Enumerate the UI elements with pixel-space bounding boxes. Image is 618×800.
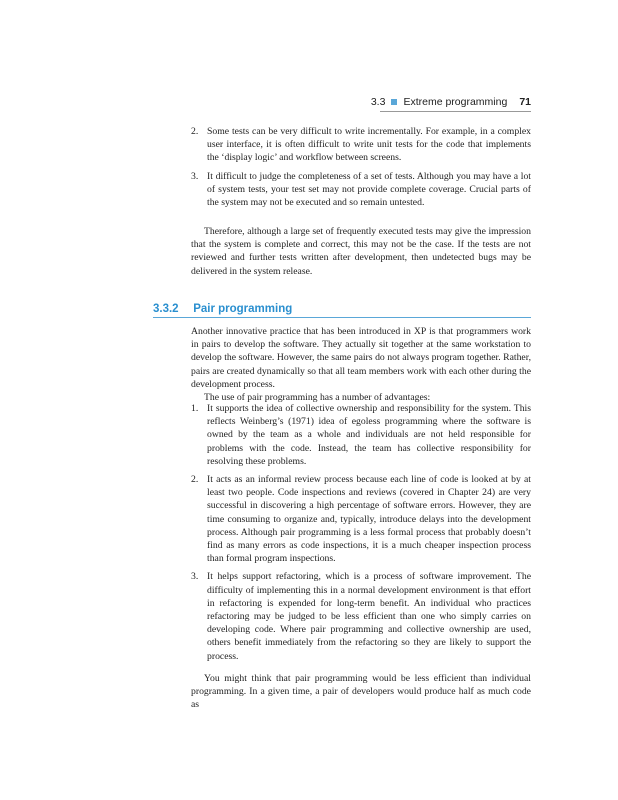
list-item-text: Some tests can be very difficult to write incrementally. For example, in a complex user interface, it is often difficult to write unit tests for the code that implements the ‘display logic’ and workflow between screens.	[207, 126, 531, 164]
section-title: Pair programming	[193, 303, 293, 315]
page-number: 71	[519, 96, 531, 108]
pair-programming-intro	[191, 325, 531, 404]
paragraph-text: The use of pair programming has a number of advantages:	[204, 392, 431, 404]
list-item-text: It supports the idea of collective ownership and responsibility for the system. This reflects Weinberg’s (1971) idea of egoless programming where the software is owned by the team as a whole and individuals are not held responsible for problems with the code. Instead, the team has collective responsibility for resolving these problems.	[207, 403, 531, 467]
list-item-number: 3.	[191, 571, 199, 583]
section-number: 3.3.2	[153, 303, 179, 315]
list-item-number: 2.	[191, 474, 199, 486]
list-item	[191, 170, 531, 210]
list-item-text: It acts as an informal review process because each line of code is looked at by at least two people. Code inspections and reviews (covered in Chapter 24) are very successful in discovering a high percentage of software errors. However, they are time consuming to organize and, typically, introduce delays into the development process. Although pair programming is a less formal process that probably doesn’t find as many errors as code inspections, it is a much cheaper inspection process than formal program inspections.	[207, 474, 531, 565]
test-limitations-list	[191, 125, 531, 214]
paragraph-text: You might think that pair programming would be less efficient than individual programming. In a given time, a pair of developers would produce half as much code as	[191, 673, 531, 711]
paragraph-final	[191, 672, 531, 712]
list-item-number: 3.	[191, 170, 199, 182]
header-rule	[380, 111, 531, 112]
paragraph-text: Therefore, although a large set of frequently executed tests may give the impression that the system is complete and correct, this may not be the case. If the tests are not reviewed and further tests written after development, then undetected bugs may be delivered in the system release.	[191, 226, 531, 277]
list-item	[191, 473, 531, 565]
advantages-list	[191, 402, 531, 668]
list-item-text: It difficult to judge the completeness of a set of tests. Although you may have a lot of system tests, your test set may not provide complete coverage. Crucial parts of the system may not be executed and so remain untested.	[207, 170, 531, 209]
section-heading	[153, 303, 531, 318]
square-bullet-icon	[391, 99, 397, 105]
list-item	[191, 402, 531, 468]
list-item-number: 1.	[191, 403, 199, 414]
list-item-number: 2.	[191, 126, 199, 137]
paragraph-therefore	[191, 225, 531, 278]
list-item	[191, 570, 531, 662]
running-head-section: 3.3	[370, 96, 386, 108]
paragraph-text: Another innovative practice that has been introduced in XP is that programmers work in pairs to develop the software. They actually sit together at the same workstation to develop the software. However, the same pairs do not always program together. Rather, pairs are created dynamically so that all team members work with each other during the development process.	[191, 326, 531, 390]
list-item-text: It helps support refactoring, which is a process of software improvement. The difficulty of implementing this in a normal development environment is that effort in refactoring is expended for long-term benefit. An individual who practices refactoring may be judged to be less efficient than one who simply carries on developing code. Where pair programming and collective ownership are used, others benefit immediately from the refactoring so they are likely to support the process.	[207, 571, 531, 662]
list-item	[191, 125, 531, 165]
running-head-chapter-title: Extreme programming	[403, 96, 508, 108]
running-head	[371, 96, 531, 108]
